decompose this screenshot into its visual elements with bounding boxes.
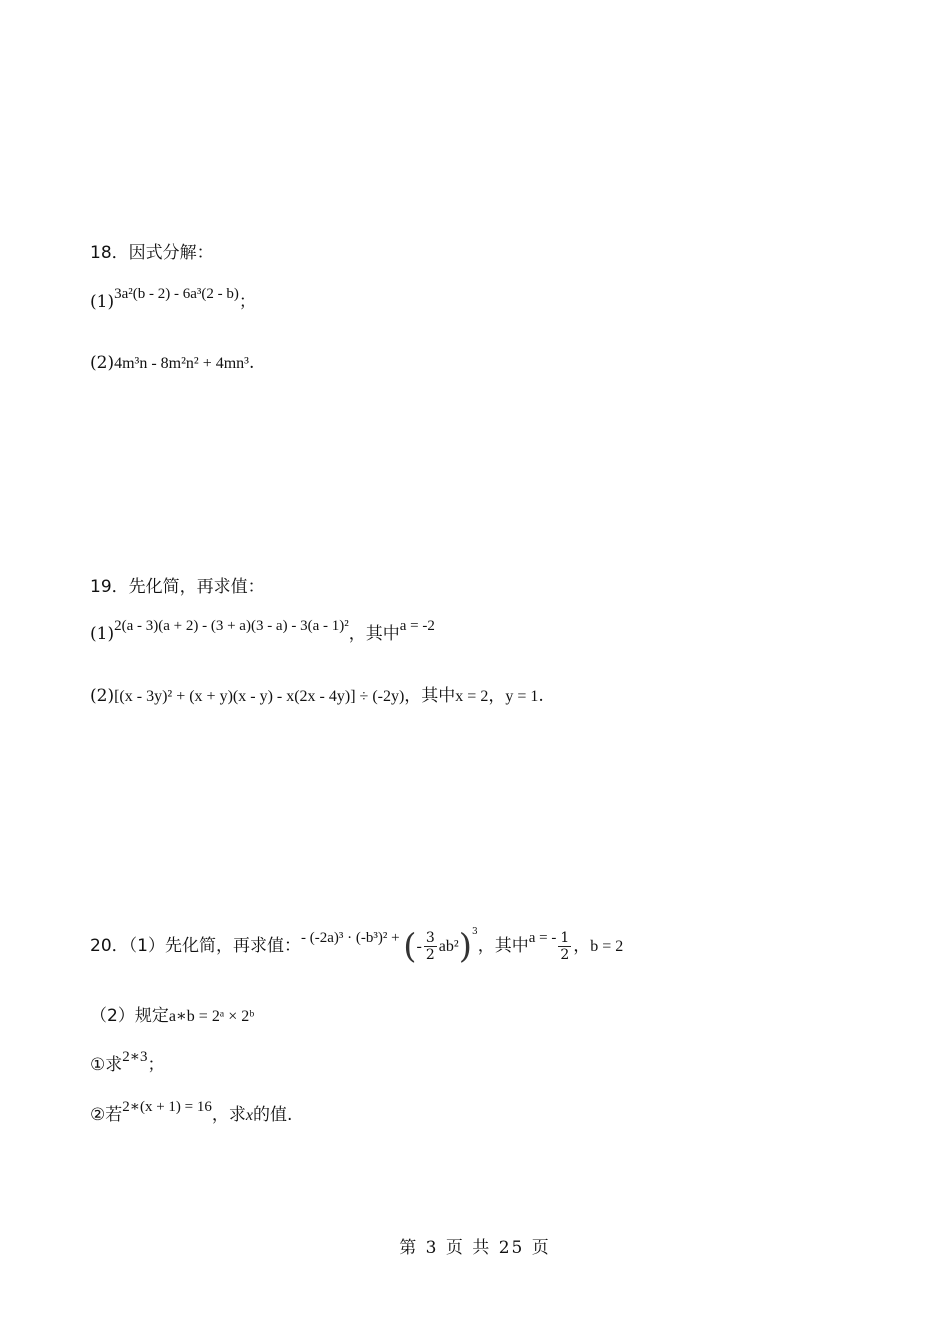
q20-p1-cond-b: b = 2: [590, 938, 624, 955]
q20-s1-end: ；: [147, 1055, 165, 1075]
q20-part1: [90, 926, 624, 967]
q20-s1-expression: 2∗3: [122, 1049, 148, 1065]
q20-p1-cond-a: a = -: [528, 930, 557, 946]
q19-p2-separator: ，: [488, 686, 506, 706]
q19-p2-cond-y: y = 1: [505, 688, 539, 705]
q18-heading: 18．因式分解：: [90, 243, 214, 263]
q20-p1-frac-numerator: 3: [425, 930, 435, 946]
q18-p1-end: ；: [238, 292, 256, 312]
q20-p1-frac-tail: ab²: [438, 938, 459, 955]
q20-open-paren-icon: (: [403, 926, 417, 967]
q18-p2-end: .: [248, 353, 255, 373]
q18-part1: [90, 286, 256, 315]
q19-p1-label: (1): [90, 624, 115, 644]
q19-p2-end: .: [538, 686, 544, 706]
q19-part2: [90, 684, 544, 709]
q20-p2-rule: a∗b = 2ᵃ × 2ᵇ: [168, 1008, 255, 1025]
q20-s2-end: 的值.: [252, 1105, 293, 1125]
q20-p1-frac-denominator: 2: [425, 947, 435, 963]
q20-p1-cond-a-denominator: 2: [560, 947, 570, 963]
q20-s2-variable: x: [245, 1107, 253, 1124]
q19-p2-expression: [(x - 3y)² + (x + y)(x - y) - x(2x - 4y)] ÷ (-2y): [114, 688, 405, 705]
q19-p1-expression: 2(a - 3)(a + 2) - (3 + a)(3 - a) - 3(a - 1)²: [114, 618, 349, 634]
q20-p1-power: 3: [471, 927, 478, 938]
q20-p1-frac-sign: -: [416, 938, 422, 955]
q20-s2-label: ②若: [90, 1105, 123, 1125]
q18-p2-expression: 4m³n - 8m²n² + 4mn³: [114, 355, 249, 372]
q19-p2-cond-x: x = 2: [455, 688, 489, 705]
q20-p1-cond-a-numerator: 1: [560, 930, 570, 946]
q20-heading: 20．（1）先化简，再求值：: [90, 936, 301, 956]
q18-part2: [90, 351, 254, 376]
q18-p2-label: (2): [90, 353, 115, 373]
q18-p1-expression: 3a²(b - 2) - 6a³(2 - b): [114, 286, 239, 302]
q20-part2: [90, 1004, 254, 1029]
q20-close-paren-icon: ): [458, 926, 472, 967]
q20-sub1: [90, 1049, 165, 1078]
q18-p1-label: (1): [90, 292, 115, 312]
q20-p2-label: （2）规定: [90, 1006, 169, 1026]
q20-s1-label: ①求: [90, 1055, 123, 1075]
page-footer: 第 3 页 共 25 页: [399, 1238, 551, 1258]
q20-p1-expression-a: - (-2a)³ · (-b³)² +: [300, 930, 404, 946]
q19-part1: [90, 618, 435, 647]
q19-p1-condition: a = -2: [399, 618, 435, 634]
q19-p1-where: ，其中: [348, 624, 400, 644]
q20-s2-expression: 2∗(x + 1) = 16: [122, 1099, 212, 1115]
q19-heading: 19．先化简，再求值：: [90, 577, 265, 597]
q19-p2-where: ，其中: [404, 686, 456, 706]
q20-p1-cond-a-fraction: [558, 930, 571, 963]
q19-p2-label: (2): [90, 686, 115, 706]
q20-s2-mid: ，求: [211, 1105, 246, 1125]
q20-sub2: [90, 1099, 293, 1128]
q20-p1-fraction: [424, 930, 437, 963]
q20-p1-where: ，其中: [477, 936, 529, 956]
q20-p1-separator: ，: [573, 936, 591, 956]
